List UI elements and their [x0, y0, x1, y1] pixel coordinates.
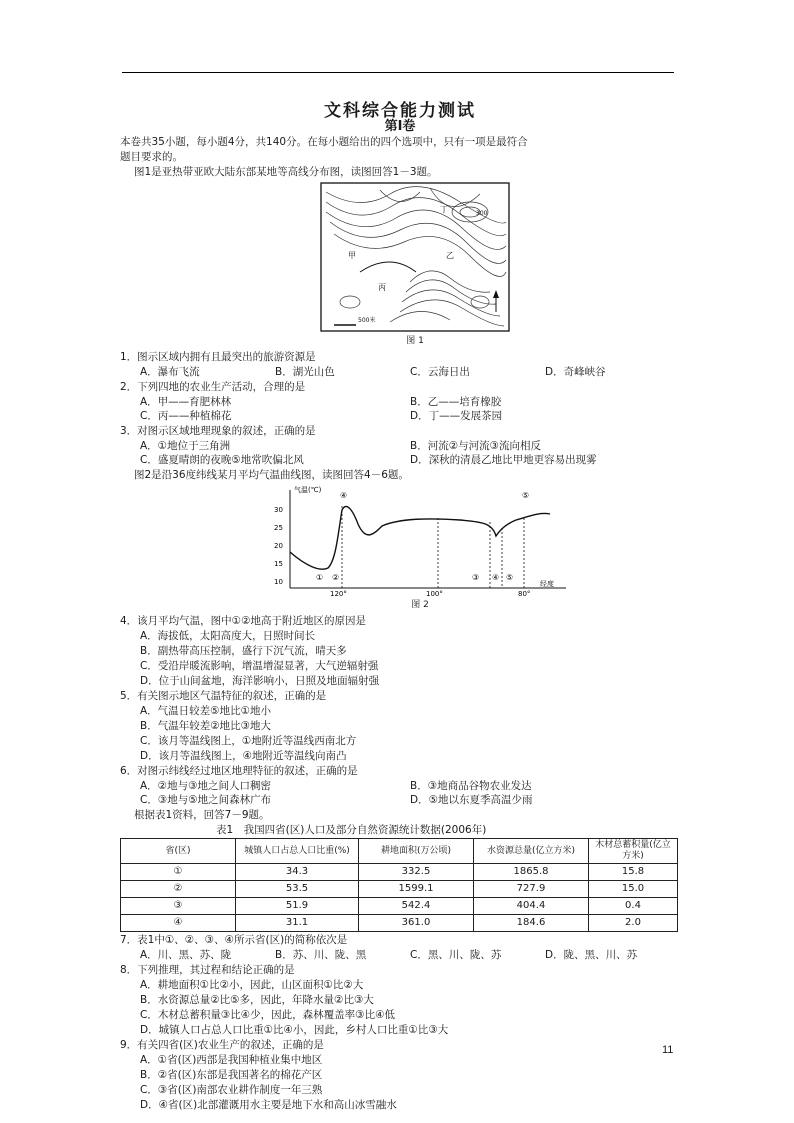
y-tick: 30	[274, 506, 283, 514]
option[interactable]: B．③地商品谷物农业发达	[410, 780, 532, 792]
table-cell: 184.6	[474, 915, 589, 932]
question	[120, 424, 680, 467]
options-row	[120, 453, 680, 467]
question	[120, 963, 680, 1037]
option[interactable]: A．耕地面积①比②小，因此，山区面积①比②大	[140, 979, 364, 991]
table-cell: 1599.1	[359, 881, 474, 898]
table-row	[121, 864, 678, 881]
x-tick: 80°	[518, 590, 531, 596]
table-cell: 361.0	[359, 915, 474, 932]
option[interactable]: D．深秋的清晨乙地比甲地更容易出现雾	[410, 454, 597, 466]
question-stem: 2．下列四地的农业生产活动，合理的是	[120, 381, 306, 393]
table-cell: 31.1	[236, 915, 359, 932]
table-cell: 727.9	[474, 881, 589, 898]
option[interactable]: C．③地与⑤地之间森林广布	[140, 794, 272, 806]
table-cell: 34.3	[236, 864, 359, 881]
question	[120, 614, 680, 688]
map-label-jia: 甲	[348, 251, 356, 260]
question-stem: 8．下列推理，其过程和结论正确的是	[120, 964, 295, 976]
table-cell: 542.4	[359, 898, 474, 915]
table-row	[121, 898, 678, 915]
option[interactable]: A．②地与③地之间人口稠密	[140, 780, 272, 792]
x-tick: 120°	[330, 590, 347, 596]
table-header: 水资源总量(亿立方米)	[474, 839, 589, 864]
option[interactable]: A．①地位于三角洲	[140, 440, 231, 452]
table-intro: 根据表1资料，回答7－9题。	[134, 809, 270, 821]
questions-4-6	[120, 614, 680, 807]
point-marker: ④	[492, 573, 500, 582]
question	[120, 689, 680, 763]
question	[120, 350, 680, 379]
option[interactable]: D．丁——发展茶园	[410, 410, 503, 422]
x-tick: 100°	[426, 590, 443, 596]
temperature-curve	[290, 506, 550, 569]
x-axis-label: 经度	[540, 580, 554, 588]
option[interactable]: A．甲——育肥林林	[140, 396, 232, 408]
table-header: 木材总蓄积量(亿立方米)	[589, 839, 678, 864]
table-cell: ③	[121, 898, 236, 915]
question-stem: 1．图示区域内拥有且最突出的旅游资源是	[120, 351, 316, 363]
option[interactable]: A．海拔低，太阳高度大，日照时间长	[140, 630, 316, 642]
point-marker: ③	[472, 573, 480, 582]
question-stem: 6．对图示纬线经过地区地理特征的叙述，正确的是	[120, 765, 358, 777]
option[interactable]: A．瀑布飞流	[140, 366, 200, 378]
options-row	[120, 779, 680, 793]
question-stem: 9．有关四省(区)农业生产的叙述，正确的是	[120, 1039, 324, 1051]
option[interactable]: C．云海日出	[410, 366, 470, 378]
y-axis-label: 气温(℃)	[294, 486, 322, 494]
option[interactable]: C．盛夏晴朗的夜晚⑤地常吹偏北风	[140, 454, 304, 466]
table-header-row	[121, 839, 678, 864]
option[interactable]: A．①省(区)西部是我国种植业集中地区	[140, 1054, 323, 1066]
option[interactable]: B．②省(区)东部是我国著名的棉花产区	[140, 1069, 323, 1081]
map-label-ding: 丁	[440, 205, 448, 214]
option[interactable]: B．气温年较差②地比③地大	[140, 720, 272, 732]
top-label: ⑤	[522, 491, 530, 500]
y-tick: 10	[274, 578, 283, 586]
questions-1-3	[120, 350, 680, 467]
question-stem: 5．有关图示地区气温特征的叙述，正确的是	[120, 690, 327, 702]
options-row	[120, 395, 680, 409]
question	[120, 1038, 680, 1112]
option[interactable]: C．③省(区)南部农业耕作制度一年三熟	[140, 1084, 323, 1096]
table-header: 城镇人口占总人口比重(%)	[236, 839, 359, 864]
question	[120, 764, 680, 807]
figure-2-caption: 图 2	[411, 600, 429, 610]
option[interactable]: C．黑、川、陇、苏	[410, 949, 502, 961]
question-stem: 7．表1中①、②、③、④所示省(区)的简称依次是	[120, 934, 348, 946]
table-header: 耕地面积(万公顷)	[359, 839, 474, 864]
contour-map	[320, 182, 510, 332]
question-stem: 3．对图示区域地理现象的叙述，正确的是	[120, 425, 316, 437]
table-row	[121, 915, 678, 932]
y-tick: 15	[274, 560, 283, 568]
option[interactable]: C．丙——种植棉花	[140, 410, 232, 422]
option[interactable]: C．木材总蓄积量③比④少，因此，森林覆盖率③比④低	[140, 1009, 395, 1021]
option[interactable]: D．该月等温线图上，④地附近等温线向南凸	[140, 750, 347, 762]
option[interactable]: B．副热带高压控制，盛行下沉气流，晴天多	[140, 645, 347, 657]
option[interactable]: D．奇峰峡谷	[545, 366, 606, 378]
point-marker: ①	[316, 573, 324, 582]
table-cell: ④	[121, 915, 236, 932]
y-tick: 25	[274, 524, 283, 532]
table-cell: ①	[121, 864, 236, 881]
map-label-bing: 丙	[378, 283, 386, 292]
options-row	[120, 948, 680, 962]
figure-2	[270, 484, 570, 612]
options-row	[120, 365, 680, 379]
option[interactable]: B．乙——培育橡胶	[410, 396, 502, 408]
table-header: 省(区)	[121, 839, 236, 864]
questions-7-9	[120, 933, 680, 1112]
point-marker: ②	[332, 573, 340, 582]
table-cell: 15.0	[589, 881, 678, 898]
header-rule	[122, 72, 674, 73]
option[interactable]: D．④省(区)北部灌溉用水主要是地下水和高山冰雪融水	[140, 1099, 397, 1111]
y-tick: 20	[274, 542, 283, 550]
option[interactable]: D．城镇人口占总人口比重①比④小，因此，乡村人口比重①比③大	[140, 1024, 449, 1036]
map-scale-label: 500米	[358, 317, 376, 324]
table-cell: 1865.8	[474, 864, 589, 881]
statistics-table	[120, 838, 678, 932]
table-cell: 404.4	[474, 898, 589, 915]
figure-2-intro: 图2是沿36度纬线某月平均气温曲线图，读图回答4－6题。	[134, 469, 409, 481]
option[interactable]: C．受沿岸暖流影响，增温增湿显著，大气逆辐射强	[140, 660, 379, 672]
map-contour-300: 300	[476, 210, 488, 217]
options-row	[120, 439, 680, 453]
map-label-yi: 乙	[446, 251, 454, 260]
point-marker: ⑤	[506, 573, 514, 582]
question	[120, 933, 680, 962]
table-cell: 51.9	[236, 898, 359, 915]
intro-line: 题目要求的。	[120, 151, 183, 163]
top-label: ④	[340, 491, 348, 500]
table-cell: 2.0	[589, 915, 678, 932]
temperature-profile-chart	[270, 484, 570, 596]
intro-line: 本卷共35小题，每小题4分，共140分。在每小题给出的四个选项中，只有一项是最符合	[120, 136, 528, 148]
intro-line: 图1是亚热带亚欧大陆东部某地等高线分布图，读图回答1－3题。	[134, 166, 438, 178]
option[interactable]: D．位于山间盆地，海洋影响小，日照及地面辐射强	[140, 675, 380, 687]
option[interactable]: A．气温日较差⑤地比①地小	[140, 705, 272, 717]
exam-page	[120, 100, 680, 1113]
option[interactable]: A．川、黑、苏、陇	[140, 949, 232, 961]
options-row	[120, 793, 680, 807]
table-cell: 0.4	[589, 898, 678, 915]
table-cell: 15.8	[589, 864, 678, 881]
section-title: 第Ⅰ卷	[384, 119, 416, 134]
options-row	[120, 409, 680, 423]
table-cell: 53.5	[236, 881, 359, 898]
table-cell: 332.5	[359, 864, 474, 881]
page-number: 11	[662, 1044, 674, 1056]
option[interactable]: B．水资源总量②比⑤多，因此，年降水量②比③大	[140, 994, 374, 1006]
figure-1-caption: 图 1	[406, 336, 424, 346]
question	[120, 380, 680, 423]
figure-1	[320, 182, 510, 348]
option[interactable]: B．河流②与河流③流向相反	[410, 440, 542, 452]
option[interactable]: D．陇、黑、川、苏	[545, 949, 638, 961]
option[interactable]: C．该月等温线图上，①地附近等温线西南北方	[140, 735, 357, 747]
table-caption: 表1 我国四省(区)人口及部分自然资源统计数据(2006年)	[216, 824, 487, 836]
option[interactable]: D．⑤地以东夏季高温少雨	[410, 794, 533, 806]
option[interactable]: B．湖光山色	[275, 366, 335, 378]
question-stem: 4．该月平均气温，图中①②地高于附近地区的原因是	[120, 615, 367, 627]
exam-title: 文科综合能力测试	[324, 101, 476, 121]
option[interactable]: B．苏、川、陇、黑	[275, 949, 367, 961]
table-cell: ②	[121, 881, 236, 898]
table-row	[121, 881, 678, 898]
